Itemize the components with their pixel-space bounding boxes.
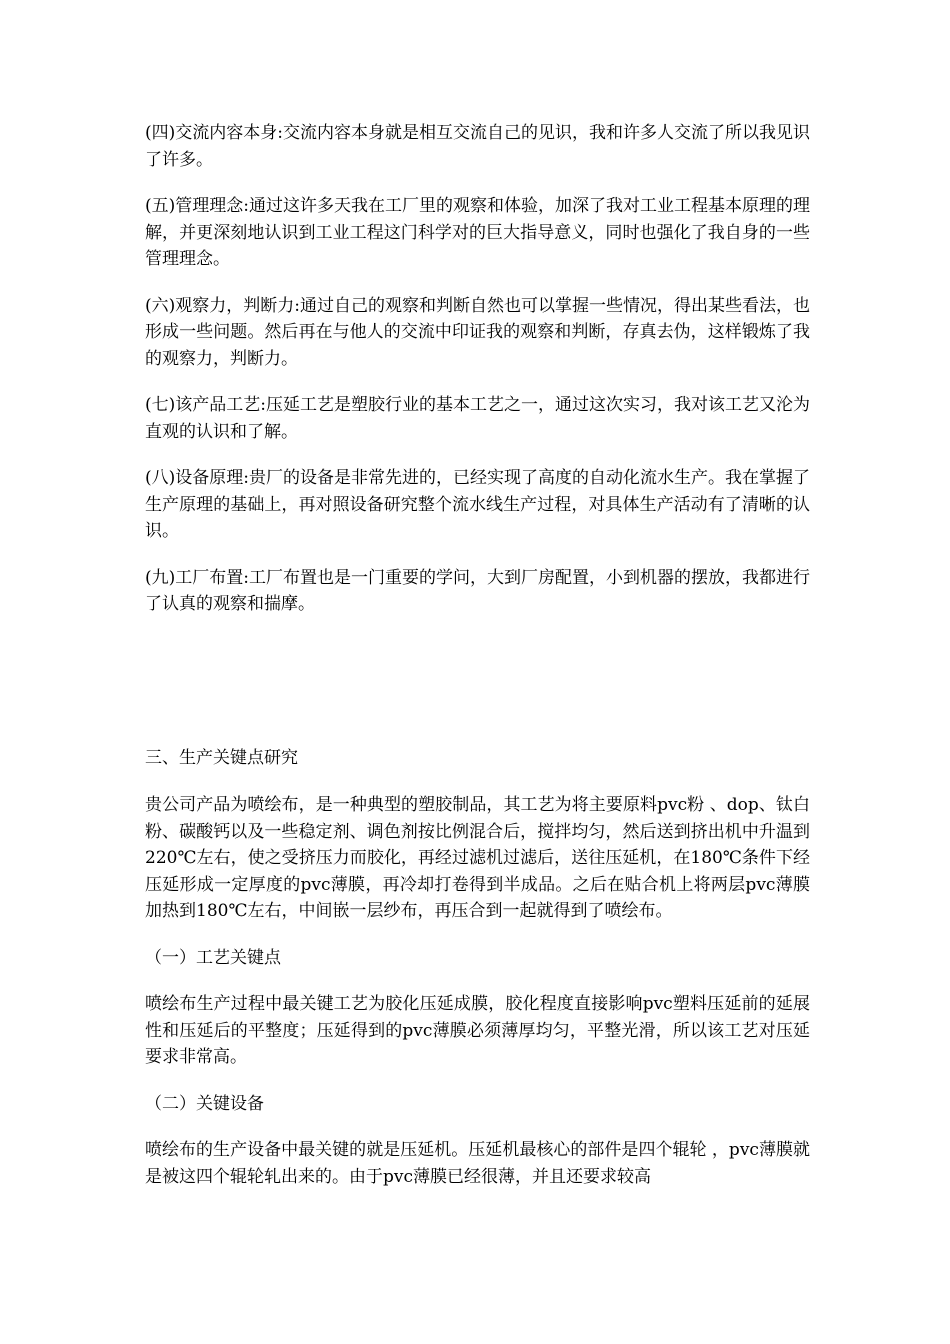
list-item-8: (八)设备原理:贵厂的设备是非常先进的，已经实现了高度的自动化流水生产。我在掌握了生产原理的基础上，再对照设备研究整个流水线生产过程，对具体生产活动有了清晰的认识。	[145, 468, 810, 541]
subsection-2-title: （二）关键设备	[145, 1093, 264, 1114]
list-item-5: (五)管理理念:通过这许多天我在工厂里的观察和体验，加深了我对工业工程基本原理的理解，并更深刻地认识到工业工程这门科学对的巨大指导意义，同时也强化了我自身的一些管理理念。	[145, 196, 810, 269]
section-heading: 三、生产关键点研究	[145, 748, 298, 768]
list-item-6: (六)观察力，判断力:通过自己的观察和判断自然也可以掌握一些情况，得出某些看法，也形成一些问题。然后再在与他人的交流中印证我的观察和判断，存真去伪，这样锻炼了我的观察力，判断力。	[145, 295, 810, 369]
section-intro: 贵公司产品为喷绘布，是一种典型的塑胶制品，其工艺为将主要原料pvc粉 、dop、钛白粉、碳酸钙以及一些稳定剂、调色剂按比例混合后，搅拌均匀，然后送到挤出机中升温到220℃左右，使之受挤压力而胶化，再经过滤机过滤后，送往压延机，在180℃条件下经压延形成一定厚度的pvc薄膜，再冷却打卷得到半成品。之后在贴合机上将两层pvc薄膜加热到180℃左右，中间嵌一层纱布，再压合到一起就得到了喷绘布。	[145, 795, 810, 921]
subsection-1-text: 喷绘布生产过程中最关键工艺为胶化压延成膜，胶化程度直接影响pvc塑料压延前的延展性和压延后的平整度；压延得到的pvc薄膜必须薄厚均匀，平整光滑，所以该工艺对压延要求非常高。	[145, 994, 810, 1067]
subsection-1-title: （一）工艺关键点	[145, 947, 281, 968]
list-block	[145, 120, 810, 618]
subsection-2-text: 喷绘布的生产设备中最关键的就是压延机。压延机最核心的部件是四个辊轮 ，pvc薄膜就是被这四个辊轮轧出来的。由于pvc薄膜已经很薄，并且还要求较高	[145, 1140, 810, 1187]
list-item-4: (四)交流内容本身:交流内容本身就是相互交流自己的见识，我和许多人交流了所以我见识了许多。	[145, 123, 810, 170]
section-body	[145, 792, 810, 1190]
list-item-7: (七)该产品工艺:压延工艺是塑胶行业的基本工艺之一，通过这次实习，我对该工艺又沦为直观的认识和了解。	[145, 395, 810, 442]
list-item-9: (九)工厂布置:工厂布置也是一门重要的学问，大到厂房配置，小到机器的摆放，我都进行了认真的观察和揣摩。	[145, 567, 810, 614]
